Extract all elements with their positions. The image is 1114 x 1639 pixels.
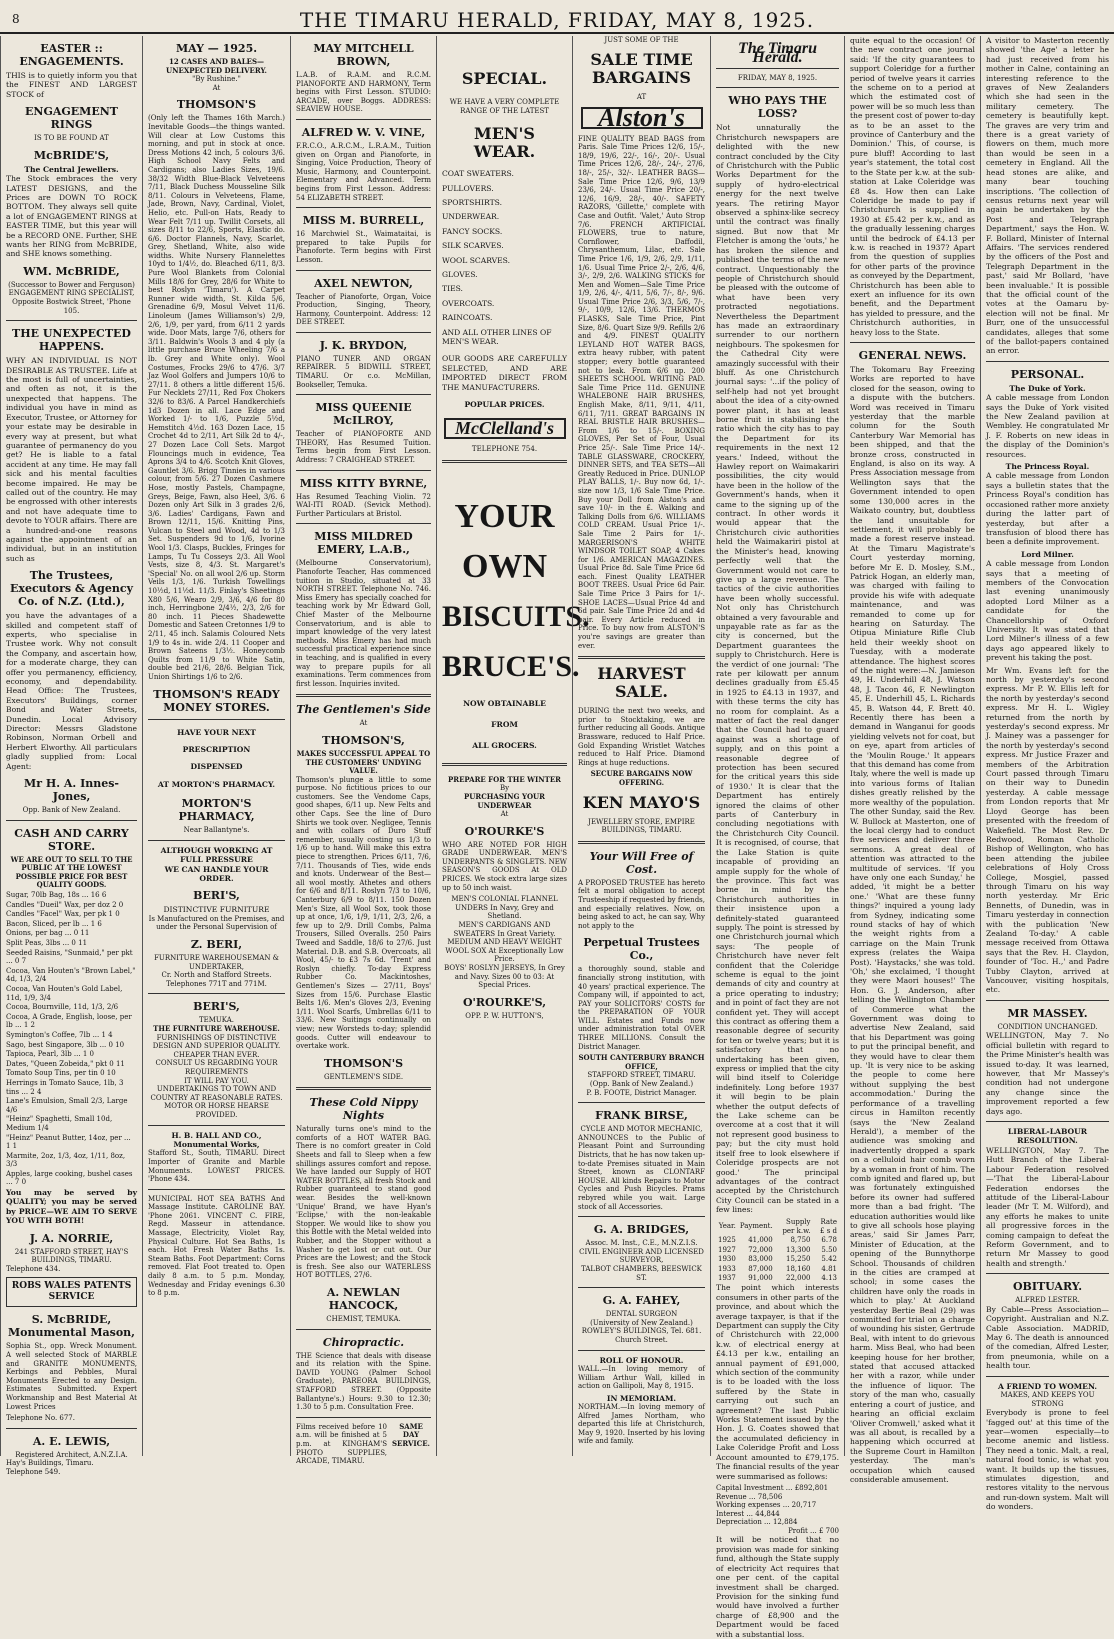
- gents-thomsons: THOMSON'S,: [322, 733, 405, 747]
- furniture-house: THE FURNITURE WAREHOUSE.: [153, 1023, 280, 1033]
- cheaper: CHEAPER THAN EVER.: [173, 1050, 260, 1059]
- cold-body: Naturally turns one's mind to the comforts of a HOT WATER BAG. There is no comfort greater in Cold Sheets and fall to Sleep when a few shillings assures comfort and repose. We have landed our Supply of HOT WATER BOTTLES, all fresh Stock and Rubber guaranteed to stand good wear. Besides the well-known 'Unique' Brand, we have Hyan's 'Eclipse,' with the non-leakable Stopper. We would like to show you this Bottle with the Metal welded into Rubber, and the Stopper without a Washer to get lost or cut out. Our Prices are the Lowest; and the Stock is fresh. See also our WATERLESS HOT BOTTLES, 27/6.: [296, 1125, 431, 1280]
- wm-mcbride: WM. McBRIDE,: [23, 264, 120, 278]
- byrne-body: Has Resumed Teaching Violin. 72 WAI-ITI ROAD. (Sevick Method). Further Particulars at Bristol.: [296, 492, 431, 518]
- mens-wear-list: [442, 169, 567, 346]
- editorial-body: Not unnaturally the Christchurch newspapers are delighted with the new contract concluded by the City of Christchurch with the Public Works Department for the supply of hydro-electrical energy for the next twelve years. The retiring Mayor observed a sphinx-like secrecy until the contract was finally signed. But now that Mr Fletcher is among the 'outs,' he has broken the silence and published the terms of the new contract. Unquestionably the people of Christchurch should be pleased with the outcome of what have been very protracted negotiations. Nevertheless the Department has made an extraordinary surrender to our northern neighbours. The spokesmen for the Cathedral City were amazingly successful with their bluff. As one Christchurch journal says: '...if the policy of self-help had not yet brought about the idea of a city-owned power plant, it has at least borne fruit in stabilising the ratio which the city has to pay the Department for its requirements in the next 12 years.' Indeed, without the Hawley report on Waimakariri possibilities, the city would have been in the hollow of the Government's hands, when it came to the signing up of the contract. In other words it would appear that the Christchurch civic authorities held the Waimakariri pistol at the Minister's head, knowing perfectly well that the Government would not care to give up a large revenue. The tactics of the civic authorities have been wholly successful. Not only has Christchurch obtained a very favourable and unpayable rate as far as the city is concerned, but the Department guarantees the supply to Christchurch. Here is the verdict of one journal: 'The rate per kilowatt per annum declines gradually from £5.45 in 1925 to £4.13 in 1937, and with these terms the city has no room for complaint. As a matter of fact the real danger that the Council had to guard against was a shortage of supply, and on this point a reasonable degree of protection has been secured for the critical years this side of 1930.' It is clear that the Department has entirely ignored the claims of other parts of Canterbury in concluding negotiations with the Christchurch City Council. It is recognised, of course, that the Lake Station is quite incapable of providing an ample supply for the whole of the province. This fact was borne in mind by the Christchurch authorities in their insistence upon a definitely-stated guaranteed supply. The point is stressed by one Christchurch journal which says: 'The people of Christchurch have never felt confident that the Coleridge scheme is equal to the joint demands of city and country at a price operating to industry; and in point of fact they are not confident yet. They will accept this contract as offering them a reasonable degree of security for ten or twelve years; but it is satisfactory that no undertaking has been given, express or implied that the city will bind itself to Coleridge indefinitely. Long before 1937 it will begin to be plain whether the output defects of the Lake scheme can be overcome at a cost that it will not represent good business to pay; but the city must hold itself free to look elsewhere if Coleridge prospects are not good.' The principal advantages of the contract accepted by the Christchurch City Council can be stated in a few lines:: [716, 123, 839, 1215]
- obit-body: By Cable—Press Association—Copyright. Australian and N.Z. Cable Association. MADRID, May 6. The death is announced of the comedian, Alfred Lester, from pneumonia, while on a health tour.: [986, 1304, 1109, 1371]
- quality-line: You may be served by QUALITY; you may be served by PRICE—WE AIM TO SERVE YOU WITH BOTH!: [6, 1188, 137, 1226]
- orourkes: O'ROURKE'S: [464, 824, 545, 838]
- editorial-body-2: The point which interests consumers in other parts of the province, and about which the average taxpayer, is that if the Department can supply the City of Christchurch with 22,000 k.w. of electrical energy at £4.13 per k.w., entailing an annual payment of £91,000, which section of the community is to be loaded with the loss suffered by the State in carrying out such an agreement? The last Public Works Statement issued by the Hon. J. G. Coates showed that the accumulated deficiency in Lake Coleridge Profit and Loss Account amounted to £79,175. The financial results of the year were summarised as follows:: [716, 1283, 839, 1481]
- list-item: Herrings in Tomato Sauce, 1lb, 3 tins ... 2 4: [6, 1078, 124, 1096]
- cell: 5.50: [821, 1245, 837, 1254]
- editorial-continued: quite equal to the occasion! Of the new contract one journal said: 'If the city guarantees to support Coleridge for a further period of twelve years it carries the scheme on to a period at which the estimated cost of power will be so much less than the present cost of power to-day as to be an asset to the province of Canterbury and the Dominion.' This, of course, is pure bluff! According to last year's statement, the total cost to the State per k.w. at the sub-station at Lake Coleridge was £8 4s. How then can Lake Coleridge be made to pay if Christchurch is supplied in 1930 at £5.42 per k.w., and as the gradually lessening charges until the bedrock of £4.13 per k.w. is reached in 1937? Apart from the question of supplies for other parts of the province as conveyed by the Department, Christchurch has been able to exert an influence for its own benefit, and the Department has yielded to pressure, and the Christchurch authorities, in heavy loss to the State.: [850, 36, 975, 337]
- temuka: TEMUKA.: [198, 1016, 235, 1025]
- brydon-heading: J. K. BRYDON,: [319, 338, 408, 352]
- cell: 4.13: [821, 1273, 837, 1282]
- interest: Interest ... 44,844: [716, 1509, 780, 1518]
- lewis-tel: Telephone 549.: [6, 1468, 61, 1476]
- hancock-name: A. NEWLAN HANCOCK,: [326, 1285, 401, 1312]
- alstons-logo: Alston's: [581, 107, 703, 128]
- motor: MOTOR OR HORSE HEARSE PROVIDED.: [164, 1102, 269, 1119]
- at-label: At: [212, 83, 221, 92]
- roll-heading: ROLL OF HONOUR.: [599, 1355, 684, 1365]
- cell: 8,750: [790, 1236, 811, 1245]
- obit-name: ALFRED LESTER.: [1015, 1296, 1080, 1305]
- may-sub: 12 CASES AND BALES—UNEXPECTED DELIVERY.: [166, 57, 267, 75]
- beris-body: Is Manufactured on the Premises, and under the Personal Supervision of: [148, 914, 285, 932]
- newton-heading: AXEL NEWTON,: [314, 276, 413, 290]
- perpetual: Perpetual Trustees Co.,: [583, 936, 700, 963]
- column-2: [142, 36, 290, 1456]
- masthead-title: THE TIMARU HERALD, FRIDAY, MAY 8, 1925.: [299, 8, 815, 32]
- have-your: HAVE YOUR NEXT: [177, 727, 256, 737]
- personal-heading: PERSONAL.: [1010, 367, 1085, 381]
- news-top: A visitor to Masterton recently showed 'the Age' a letter he had just received from his mother in Calne, containing an interesting reference to the graves of New Zealanders which she had seen in the military cemetery. The cemetery is beautifully kept. The graves are very trim and there is a great variety of flowers on them, much more than would be seen in a cemetery in England. All the head stones are alike, and many bear touching inscriptions. 'The collection of census returns next year will again be undertaken by the Post and Telegraph Department,' says the Hon. W. F. Bollard, Minister of Internal Affairs. 'The services rendered by the officers of the Post and Telegraph Department in the past,' said Mr Bollard, 'have been invaluable.' It is possible that the official count of the votes at the Oamaru by-election will not be final. Mr Burr, one of the unsuccessful candidates, alleges that some of the ballot-papers contained an error.: [986, 36, 1109, 356]
- will-body: A PROPOSED TRUSTEE has hereto felt a moral obligation to accept Trusteeship if requested by friends, and especially relatives. Now, on being asked to act, he can say, Why not apply to the: [578, 878, 705, 930]
- cell: 13,300: [786, 1245, 811, 1254]
- list-item: Tapioca, Pearl, 3lb ... 1 0: [6, 1050, 94, 1059]
- all-grocers: ALL GROCERS.: [472, 741, 537, 751]
- vine-body: F.R.C.O., A.R.C.M., L.R.A.M., Tuition given on Organ and Pianoforte, in Singing, Voice Production, Theory of Music, Harmony, and Counterpoint. Elementary and Advanced. Term begins from First Lesson. Address: 54 ELIZABETH STREET.: [296, 141, 431, 202]
- princess-body: A cable message from London says a bulletin states that the Princess Royal's condition has occasioned rather more anxiety during the latter part of yesterday, but after a transfusion of blood there has been a definite improvement.: [986, 471, 1109, 547]
- list-item: COAT SWEATERS.: [442, 169, 514, 179]
- list-item: Marmite, 2oz, 1/3, 4oz, 1/11, 8oz, 3/3: [6, 1151, 126, 1169]
- mcbride-sub: The Central Jewellers.: [24, 164, 119, 174]
- cell: 83,000: [748, 1255, 773, 1264]
- foote: P. B. FOOTE, District Manager.: [586, 1088, 697, 1097]
- cell: 1930: [718, 1255, 736, 1264]
- header-cell: Supply per k.w.: [782, 1217, 811, 1235]
- unexpected-body: WHY AN INDIVIDUAL IS NOT DESIRABLE AS TRUSTEE. Life at the most is full of uncertainties, and often as not, it is the unexpected that happens. The individual you have in mind as Executor, Trustee, or Attorney for your estate may be desirable in every way at present, but what guarantee of permanency do you get? He is liable to a fatal accident at any time. He may fall sick and his mental faculties become impaired. He may be called out of the country. He may be engrossed with other interests and not have adequate time to devote to YOUR affairs. There are a hundred-and-one reasons against the appointment of an individual, but in an institution such as: [6, 356, 137, 563]
- obituary-heading: OBITUARY.: [1012, 1280, 1083, 1294]
- list-item: UNDERWEAR.: [442, 212, 500, 222]
- byrne-heading: MISS KITTY BYRNE,: [299, 476, 428, 490]
- mcbride-name: McBRIDE'S,: [33, 148, 110, 162]
- massey-sub: CONDITION UNCHANGED.: [997, 1022, 1098, 1031]
- imported: OUR GOODS ARE CAREFULLY SELECTED, AND ARE IMPORTED DIRECT FROM THE MANUFACTURERS.: [442, 354, 567, 392]
- z-beri: Z. BERI,: [190, 938, 243, 951]
- smcbride-body: Sophia St., opp. Wreck Monument. A well selected Stock of MARBLE and GRANITE MONUMENTS, Kerbings and Pebbles, Mural Monuments Erected to any Design. Estimates Submitted. Expert Workmanship and Best Material At Lowest Prices: [6, 1342, 137, 1411]
- table-row: [716, 1274, 839, 1283]
- bridges-role: CIVIL ENGINEER AND LICENSED SURVEYOR,: [579, 1247, 704, 1265]
- by-rushine: "By Rushine.": [192, 75, 241, 84]
- table-row: [716, 1246, 839, 1255]
- cell: 4.81: [821, 1264, 837, 1273]
- harvest-body: DURING the next two weeks, and prior to Stocktaking, we are further reducing all Goods. Antique Brassware, reduced to Half Price. Gold Expanding Wristlet Watches reduced to Half Price. Diamond Rings at huge reductions.: [578, 707, 705, 767]
- trustees-body: you have the advantages of a skilled and competent staff of experts, who specialise in Trustee work. Why not consult the Company, and ascertain how, for a moderate charge, they can offer you permanency, efficiency, economy, and dependability. Head Office: The Trustees, Executors' Buildings, corner Bond and Water Streets, Dunedin. Local Advisory Director: Messrs Gladstone Robinson, Norman Orbell and Herbert Elworthy. All particulars gladly supplied from: Local Agent:: [6, 611, 137, 771]
- list-item: Sugar, 70lb Bag, 18s ... 16 6: [6, 891, 107, 900]
- purchasing: PURCHASING YOUR UNDERWEAR: [464, 791, 545, 810]
- norrie-addr: 241 STAFFORD STREET, HAY'S BUILDINGS, TIMARU.: [14, 1247, 129, 1265]
- milner-body: A cable message from London says that a meeting of members of the Convocation last evening unanimously adopted Lord Milner as a candidate for the Chancellorship of Oxford University. It was stated that Lord Milner's illness of a few days ago appeared likely to prevent his taking the post.: [986, 559, 1109, 663]
- cell: 15,250: [786, 1255, 811, 1264]
- list-item: WOOL SCARVES.: [442, 255, 511, 265]
- sale-time: SALE TIME BARGAINS: [590, 49, 693, 87]
- cell: 5.42: [821, 1255, 837, 1264]
- list-item: AND ALL OTHER LINES OF MEN'S WEAR.: [442, 327, 552, 347]
- gents-at: At: [359, 719, 368, 728]
- cold-heading: These Cold Nippy Nights: [309, 1096, 418, 1123]
- gents-footer2: GENTLEMEN'S SIDE.: [323, 1072, 404, 1081]
- list-item: Cocoa, Van Houten's Gold Label, 11d, 1/9, 3/4: [6, 985, 123, 1002]
- thomsons-heading: THOMSON'S: [176, 98, 257, 112]
- own: OWN: [462, 547, 547, 585]
- list-item: Tomato Soup Tins, per tin 0 10: [6, 1069, 116, 1078]
- capital: Capital Investment ... £892,801: [716, 1483, 829, 1492]
- your: YOUR: [454, 497, 555, 535]
- cell: 1937: [718, 1273, 736, 1282]
- distinctive: DISTINCTIVE FURNITURE: [163, 905, 270, 915]
- lewis-body: Registered Architect, A.N.Z.I.A.: [15, 1450, 128, 1459]
- furnishings: FURNISHINGS OF DISTINCTIVE DESIGN AND SUPERIOR QUALITY.: [152, 1033, 281, 1051]
- cell: 87,000: [748, 1264, 773, 1273]
- column-5: [572, 36, 710, 1456]
- secure: SECURE BARGAINS NOW OFFERING.: [590, 769, 693, 787]
- list-item: Symington's Coffee, 7lb ... 1 4: [6, 1030, 113, 1039]
- frank-birse: FRANK BIRSE,: [595, 1109, 688, 1123]
- beris: BERI'S,: [193, 889, 240, 903]
- list-item: RAINCOATS.: [442, 313, 493, 323]
- list-item: Candles "Dueil" Wax, per doz 2 0: [6, 900, 124, 909]
- table-header: [716, 1218, 839, 1237]
- although: ALTHOUGH WORKING AT FULL PRESSURE: [160, 845, 273, 865]
- just-some: JUST SOME OF THE: [604, 36, 679, 44]
- kinghams-body: Films received before 10 a.m. will be finished at 5 p.m. at KINGHAM'S PHOTO SUPPLIES, ARCADE, TIMARU.: [296, 1422, 387, 1466]
- opp: OPP. P. W. HUTTON'S,: [465, 1011, 544, 1020]
- at: AT: [636, 92, 647, 101]
- column-6: [710, 36, 844, 1639]
- list-item: Sago, best Singapore, 3lb ... 0 10: [6, 1040, 125, 1049]
- cell: 18,160: [786, 1264, 811, 1273]
- page-number: 8: [12, 12, 20, 26]
- header-cell: Year.: [718, 1222, 736, 1231]
- bridges: G. A. BRIDGES,: [593, 1223, 690, 1237]
- personal-body: Mr Wm. Evans left for the north by yesterday's second express. Mr P. W. Ellis left for the north by yesterday's second express. Mr H. L. Wigley returned from the north by yesterday's second express. Mr J. Mainey was a passenger for the north by yesterday's second express. Mr Justice Frazer and members of the Arbitration Court passed through Timaru on their way to Dunedin yesterday. A cable message from London reports that Mr Lloyd George has been presented with the freedom of Wakefield. The Most Rev. Dr Redwood, Roman Catholic Bishop of Wellington, who has been attending the jubilee celebrations of Holy Cross College, Mosgiel, passed through Timaru on his way north yesterday. Mr Eric Bennetts, of Dunedin, was in Timaru yesterday in connection with the publication 'New Zealand To-day.' A cable message received from Ottawa says that the Rev. H. Claydon, founder of 'Toc. H.,' and Padre Tubby Clayton, arrived at Vancouver, visiting hospitals, etc.: [986, 665, 1109, 995]
- popular: POPULAR PRICES.: [464, 400, 545, 410]
- smcbride-heading: S. McBRIDE, Monumental Mason,: [7, 1313, 136, 1340]
- perpetual-body: a thoroughly sound, stable and financially strong institution, with 40 years' practical experience. The Company will, if appointed to act, PAY your SOLICITORS' COSTS for the PREPARATION OF YOUR WILL. Estates and Funds now under administration total OVER THREE MILLIONS. Consult the District Manager.: [578, 965, 705, 1051]
- harvest-heading: HARVEST SALE.: [597, 664, 686, 702]
- baths-ad: MUNICIPAL HOT SEA BATHS And Massage Institute. CAROLINE BAY. 'Phone 2061. VINCENT C. FIRE, Regd. Masseur in attendance. Massage, Electricity, Violet Ray, Physical Culture. Hot Sea Baths, 1s each. Hot Fresh Water Baths 1s. Steam Baths. Foot Department: Corns removed. Flat Foot treated to. Open daily 8 a.m. to 5 p.m. Monday, Wednesday and Friday evenings 6.30 to 8 p.m.: [148, 1194, 285, 1298]
- vine-heading: ALFRED W. V. VINE,: [301, 125, 426, 139]
- by: By: [499, 784, 510, 793]
- hall-name: H. B. HALL AND CO., Monumental Works,: [171, 1130, 262, 1149]
- frank-sub: CYCLE AND MOTOR MECHANIC,: [580, 1125, 703, 1134]
- kinghams-ad: [296, 1423, 431, 1469]
- cardigans: MEN'S CARDIGANS AND SWEATERS In Great Variety.: [453, 921, 556, 938]
- list-item: Cocoa, Van Houten's "Brown Label," 4d, 1/3, 2/4: [6, 966, 136, 984]
- cell: 6.78: [821, 1236, 837, 1245]
- masthead: [0, 8, 1114, 34]
- massey-body: WELLINGTON, May 7. No official bulletin with regard to the Prime Minister's health was issued to-day. It was learned, however, that Mr Massey's condition had not undergone any change since the improvement reported a few days ago.: [986, 1031, 1109, 1116]
- list-item: Candles "Facel" Wax, per pk 1 0: [6, 910, 120, 919]
- innes-addr: Opp. Bank of New Zealand.: [22, 806, 121, 815]
- chiro-body: THE Science that deals with disease and its relation with the Spine. DAVID YOUNG (Palmer School Graduate), PAREORA BUILDINGS, STAFFORD STREET. (Opposite Ballantyne's.) Hours: 9.30 to 12.30; 1.30 to 5 p.m. Consultation Free.: [296, 1351, 431, 1412]
- kenmayo-body: JEWELLERY STORE, EMPIRE BUILDINGS, TIMARU.: [588, 817, 695, 835]
- cell: 72,000: [748, 1245, 773, 1254]
- brydon-body: PIANO TUNER AND ORGAN REPAIRER. 5 BIDWILL STREET, TIMARU. Or c.o. McMillan, Bookseller, Temuka.: [296, 354, 431, 389]
- beris2: BERI'S,: [193, 1000, 240, 1014]
- norrie-tel: Telephone 434.: [6, 1264, 61, 1273]
- will-pay: IT WILL PAY YOU.: [184, 1076, 249, 1085]
- smcbride-tel: Telephone No. 677.: [6, 1414, 75, 1423]
- mcilroy-heading: MISS QUEENIE McILROY,: [315, 401, 412, 428]
- beri-addr: Cr. North and Stafford Streets. Telephones 771T and 771M.: [161, 971, 272, 988]
- friend-body: Everybody is prone to feel 'fagged out' at this time of the year—women especially—to become anemic and listless. They need a tonic. Malt, a real, natural food tonic, is what you want. It builds up the tissues, stimulates digestion, and restores vitality to the nervous and run-down system. Malt will do wonders.: [986, 1408, 1109, 1512]
- list-item: SPORTSHIRTS.: [442, 198, 503, 207]
- obtainable: NOW OBTAINABLE: [463, 698, 546, 708]
- consult: CONSULT US REGARDING YOUR REQUIREMENTS: [155, 1059, 278, 1076]
- bridges-sub: Assoc. M. Inst., C.E., M.N.Z.I.S.: [585, 1239, 698, 1248]
- profit: Profit ... £ 700: [788, 1526, 839, 1535]
- column-1: [0, 36, 142, 1476]
- emery-heading: MISS MILDRED EMERY, L.A.B.,: [314, 530, 413, 557]
- handle-order: WE CAN HANDLE YOUR ORDER.: [164, 864, 269, 883]
- complete: WE HAVE A VERY COMPLETE RANGE OF THE LATEST: [449, 98, 560, 115]
- orourkes2: O'ROURKE'S,: [462, 995, 547, 1009]
- prescription: PRESCRIPTION: [182, 744, 251, 754]
- list-item: Dates, "Queen Zobeida," pkt 0 11: [6, 1059, 125, 1068]
- furniture-wh: FURNITURE WAREHOUSEMAN & UNDERTAKER,: [154, 954, 279, 971]
- gents-makes: MAKES SUCCESSFUL APPEAL TO THE CUSTOMERS' UNDYING VALUE.: [296, 748, 431, 776]
- massey-heading: MR MASSEY.: [1007, 1006, 1088, 1020]
- cash-body: WE ARE OUT TO SELL TO THE PUBLIC AT THE LOWEST POSSIBLE PRICE FOR BEST QUALITY GOODS.: [10, 854, 133, 890]
- boys: BOYS' ROSLYN JERSEYS, In Grey and Navy. Sizes 00 to 03: At Special Prices.: [444, 964, 565, 990]
- emery-body: (Melbourne Conservatorium), Pianoforte Teacher, Has commenced tuition in Studio, situated at 33 NORTH STREET. Telephone No. 746. Miss Emery has specially coached for teaching work by Mr Edward Goll, Chief Master of the Melbourne Conservatorium, and is able to impart knowledge of the very latest methods. Miss Emery has had much successful practical experience since in teaching, and is qualified in every way to prepare pupils for all examinations. Term commences from first lesson. Inquiries invited.: [296, 559, 431, 688]
- table-row: [716, 1255, 839, 1264]
- ready-money: THOMSON'S READY MONEY STORES.: [153, 687, 280, 714]
- table-row: [716, 1265, 839, 1274]
- at-mortons: AT MORTON'S PHARMACY.: [157, 779, 276, 789]
- list-item: Seeded Raisins, "Sunmaid," per pkt ... 0 7: [6, 948, 133, 966]
- robs-wales-logo: ROBS WALES PATENTS SERVICE: [6, 1277, 137, 1307]
- fahey-sub: DENTAL SURGEON: [605, 1310, 678, 1319]
- paper-name: The Timaru Herald.: [738, 40, 817, 67]
- liberal-body: WELLINGTON, May 7. The Hutt Branch of the Liberal-Labour Federation resolved—'That the Liberal-Labour Federation endorses the attitude of the Liberal-Labour leader (Mr T. M. Wilford), and any efforts he makes to unite all progressive forces in the coming campaign to defeat the Reform Government, and to return Mr Massey to good health and strength.': [986, 1145, 1109, 1268]
- roll-body: WALL.—In loving memory of William Arthur Wall, killed in action on Gallipoli, May 8, 1915.: [578, 1364, 705, 1391]
- will-free: Your Will Free of Cost.: [589, 849, 694, 876]
- column-8: [980, 36, 1114, 1512]
- brown-body: L.A.B. of R.A.M. and R.C.M. PIANOFORTE AND HARMONY, Term begins with First Lesson. STUDIO: ARCADE, over Boggs. ADDRESS: SEAVIEW HOUSE.: [296, 71, 431, 114]
- list-item: SILK SCARVES.: [442, 241, 504, 251]
- rings-found: IS TO BE FOUND AT: [34, 134, 109, 143]
- friend-sub: MAKES, AND KEEPS YOU STRONG: [1000, 1391, 1095, 1408]
- list-item: GLOVES.: [442, 270, 478, 280]
- near-ballantyne: Near Ballantyne's.: [183, 826, 250, 835]
- mortons: MORTON'S PHARMACY,: [178, 797, 255, 824]
- grocery-list: [6, 891, 137, 1187]
- depreciation: Depreciation ... 12,884: [716, 1518, 798, 1527]
- editorial-heading: WHO PAYS THE LOSS?: [728, 94, 827, 121]
- header-cell: Payment.: [739, 1222, 773, 1231]
- bridges-addr: TALBOT CHAMBERS, BEESWICK ST.: [581, 1264, 702, 1282]
- list-item: PULLOVERS.: [442, 183, 494, 193]
- from: FROM: [491, 719, 518, 729]
- column-4: [436, 36, 590, 1456]
- south-cant-addr: STAFFORD STREET, TIMARU. (Opp. Bank of New Zealand.): [587, 1071, 696, 1089]
- cell: 1933: [718, 1264, 736, 1273]
- easter-heading: EASTER :: ENGAGEMENTS.: [19, 42, 124, 68]
- fahey-body: (University of New Zealand.) ROWLEY'S BUILDINGS, Tel. 681. Church Street.: [581, 1318, 702, 1344]
- mcclelland-logo: McClelland's: [444, 418, 566, 439]
- header-cell: Rate £ s d: [820, 1217, 837, 1235]
- rings-heading: ENGAGEMENT RINGS: [25, 105, 118, 132]
- mcbride-body: The Stock embraces the very LATEST DESIGNS, and the Prices are DOWN TO ROCK BOTTOM. They always sell quite a lot of ENGAGEMENT RINGS at EASTER TIME, but this year will be a RECORD ONE. Further, SHE wants her RING from McBRIDE, and SHE knows something.: [6, 174, 137, 259]
- list-item: "Heinz" Peanut Butter, 14oz, per ... 1 1: [6, 1133, 131, 1151]
- cell: 1925: [718, 1236, 736, 1245]
- list-item: FANCY SOCKS.: [442, 226, 503, 236]
- burrell-body: 16 Marchwiel St., Waimataitai, is prepared to take Pupils for Pianoforte. Term begins with First Lesson.: [296, 230, 431, 264]
- memoriam-body: NORTHAM.—In loving memory of Alfred James Northam, who departed this life at Christchurch, May 9, 1920. Inserted by his loving wife and family.: [578, 1403, 705, 1446]
- undertakings: UNDERTAKINGS TO TOWN AND COUNTRY AT REASONABLE RATES.: [150, 1085, 283, 1102]
- table-row: [716, 1236, 839, 1245]
- memoriam-heading: IN MEMORIAM.: [606, 1393, 677, 1403]
- general-body: The Tokomaru Bay Freezing Works are reported to have closed for the season, owing to a dispute with the butchers. Word was received in Timaru yesterday that the marble column for the South Canterbury War Memorial has been shipped, and that the bronze cross, constructed in England, is also on its way. A Press Association message from Wellington says that the Government intended to open some 130,000 acres in the Waikato country, but, doubtless the land unsuitable for settlement, it will probably be made a forest reserve instead. At the Timaru Magistrate's Court yesterday morning, before Mr E. D. Mosley, S.M., Patrick Hogan, an elderly man, was charged with failing to provide his wife with adequate maintenance, and was remanded to come up for hearing on Saturday. The Otipua Miniature Rifle Club held their weekly shoot on Tuesday, with a moderate attendance. The highest scores of the night were:—N. Jamieson 49, H. Underhill 48, J. Watson 48, J. Tacon 46, F. Newlington 45, E. Underhill 45, L. Richards 45, B. Watson 44, F. Brett 40. Recently there has been a demand in Wanganui for goods yielding velvets not for coat, but on eye, apart from articles of the 'Moulin Rouge.' It appears that this demand has come from Italy, where the well is made up into various forms of Italian dishes greatly relished by the more wealthy of the population. The other Sunday, said the Rev. W. Bullock at Masterton, one of the local clergy had to conduct five services and deliver three sermons. A great deal of attention was attracted to the multitude of services. 'If you have only one each Sunday,' he added, 'it might be a better one.' 'What are these funny things?' inquired a young lady from Sydney, indicating some round stacks of hay of which the weight rights from a carriage on the Main Trunk express (relates the Waipa Post). 'Haystacks,' she was told. 'Oh,' she exclaimed, 'I thought they were Maori houses!' The Hon. G. J. Anderson, after telling the Wellington Chamber of Commerce what the Government was doing to advertise New Zealand, said that his Department was going to put the principal benefit, and they would have to clear them up. 'It is very nice to be asking the people to come here without supplying the best accommodation.' During the performance of a travelling circus in Hamilton recently (says the 'New Zealand Herald'), a member of the audience was smoking and inadvertently dropped a spark on a celluloid hair comb worn by a woman in front of him. The comb ignited and flared up, but was fortunately extinguished before its owner had suffered more than a bad fright. 'The education authorities would like to give all schools hose playing areas,' said Sir James Parr, Minister of Education, at the opening of the Bunnythorpe School. Thousands of children in the cities are cramped at school; in some cases the children have only the roads in which to play.' At Auckland yesterday Bertie Beal (29) was committed for trial on a charge of wounding his sister, Gertrude Beal, with intent to do grievous harm. Miss Beal, who had been keeping house for her brother, stated that accused attacked her with a razor, while under the influence of liquor. The story of the man who, casually entering a court of justice, and hearing an official exclaim 'Oliver Cromwell,' asked what it was all about, is recalled by a happening which occurred at the Supreme Court in Hamilton yesterday. The man's occupation which caused considerable amusement.: [850, 365, 975, 1484]
- telephone: TELEPHONE 754.: [471, 444, 538, 453]
- column-3: [290, 36, 436, 1466]
- easter-body: THIS is to quietly inform you that the FINEST AND LARGEST STOCK of: [6, 71, 137, 99]
- alstons-body: FINE QUALITY BEAD BAGS from Paris. Sale Time Prices 12/6, 15/-, 18/9, 19/6, 22/-, 16/-, 20/-. Usual Time Prices 12/6, 28/-, 24/-, 27/6, 18/-, 25/-, 32/-. LEATHER BAGS—Sale Time Price 12/6, 9/6, 13/9 23/6, 24/-. Usual Time Price 20/-, 12/6, 16/9, 28/-, 40/-. SAFETY RAZORS, 'Gillette,' complete with Case and Outfit. 'Valet,' Auto Strop 7/6. FRENCH ARTIFICIAL FLOWERS, true to nature, Cornflower, Daffodil, Chrysanthemum, Lilac, etc. Sale Time Price 1/6, 1/9, 2/6, 2/9, 1/11, 1/6. Usual Time Price 2/-, 2/6, 4/6, 3/-, 2/9, 2/6. WALKING STICKS for Men and Women—Sale Time Price 1/9, 2/6, 4/-, 4/11, 5/6, 7/-, 8/-, 9/6. Usual Time Price 2/6, 3/3, 5/6, 7/-, 9/-, 10/9, 12/6, 13/6. THERMOS FLASKS, Sale Time Price, Pint Size, 8/6. Quart Size 9/9. Refills 2/6 and 4/9. FINEST QUALITY LEYLAND HOT WATER BAGS, extra heavy rubber, with patent stopper; every bottle guaranteed not to leak. From 6/6 up. 200 SHEETS SCHOOL WRITING PAD. Sale Time Price 11d. GENUINE WHALEBONE HAIR BRUSHES, English Make, 8/11, 9/11, 4/11, 6/11, 7/11. GREAT BARGAINS IN REAL BRISTLE HAIR BRUSHES—From 1/6 to 15/-. BOXING GLOVES, Per Set of Four, Usual Price 25/-. Sale Time Price 14/-. TABLE GLASSWARE, CROCKERY, DINNER SETS, and TEA SETS—All Greatly Reduced in Price. DUNLOP PLAY BALLS, 1/-. Buy now 6d, 1/-. size now 1/3, 1/6 Sale Time Price. Buy your Doll from Alston's and save 10/- in the £. Walking and Talking Dolls from 6/6. WILLIAMS COLD CREAM. Usual Price 1/-. Sale Time 2 Pairs for 1/-. MARGERISON'S WHITE WINDSOR TOILET SOAP, 4 Cakes for 1/6. AMERICAN MAGAZINES. Usual Price 8d. Sale Time Price 6d each. Finest Quality LEATHER BOOT TREES. Usual Price 6d Pair. Sale Time Price 3 Pairs for 1/-. SHOE LACES—Usual Price 4d and 6d pair. Sale Time Price 2d and 4d pair. Every Article reduced in Price. To buy now from ALSTON'S you're savings are greater than ever.: [578, 134, 705, 650]
- column-7: [844, 36, 980, 1484]
- may-heading: MAY — 1925.: [175, 42, 258, 55]
- medium: MEDIUM AND HEAVY WEIGHT WOOL SOX At Exceptionally Low Price.: [445, 938, 564, 964]
- friend-heading: A FRIEND TO WOMEN.: [997, 1381, 1098, 1391]
- cell: 91,000: [748, 1273, 773, 1282]
- wm-mcbride-body: (Successor to Bower and Ferguson) ENGAGEMENT RING SPECIALIST, Opposite Bostwick Street, 'Phone 105.: [8, 280, 135, 315]
- brown-heading: MAY MITCHELL BROWN,: [313, 42, 414, 68]
- trustees-heading: The Trustees, Executors & Agency Co. of N.Z. (Ltd.),: [10, 569, 133, 609]
- revenue: Revenue ... 78,506: [716, 1492, 783, 1501]
- rates-table: [716, 1218, 839, 1284]
- list-item: OVERCOATS.: [442, 298, 495, 308]
- biscuits: BISCUITS.: [442, 599, 590, 633]
- chiro-heading: Chiropractic.: [322, 1335, 405, 1349]
- working: Working expenses ... 20,717: [716, 1501, 817, 1510]
- list-item: Cocoa, A Grade, English, loose, per lb ... 1 2: [6, 1012, 132, 1030]
- orourkes-body: WHO ARE NOTED FOR HIGH GRADE UNDERWEAR. MEN'S UNDERPANTS & SINGLETS. NEW SEASON'S GOODS At OLD PRICES. We stock extra large sizes up to 50 inch waist.: [442, 840, 567, 892]
- special-heading: SPECIAL.: [461, 69, 548, 88]
- list-item: Lane's Emulsion, Small 2/3, Large 4/6: [6, 1097, 128, 1114]
- list-item: Apples, large cooking, bushel cases ... 7 0: [6, 1169, 133, 1187]
- mens-wear: MEN'S WEAR.: [473, 124, 536, 162]
- prepare: PREPARE FOR THE WINTER: [447, 774, 561, 784]
- at: At: [500, 810, 509, 819]
- list-item: Bacon, Sliced, per lb ... 1 6: [6, 919, 102, 928]
- cell: 22,000: [786, 1273, 811, 1282]
- milner-heading: Lord Milner.: [1021, 549, 1074, 559]
- same-day: SAME DAY SERVICE.: [391, 1421, 430, 1448]
- frank-body: ANNOUNCES to the Public of Pleasant Point and Surrounding Districts, that he has now taken up-to-date Premises situated in Main Street, known as CLONTARF HOUSE. All kinds Repairs to Motor Cycles and Push Bicycles. Prams rebyred while you wait. Large stock of all Accessories.: [578, 1133, 705, 1211]
- cash-heading: CASH AND CARRY STORE.: [14, 826, 129, 853]
- dateline: FRIDAY, MAY 8, 1925.: [737, 73, 818, 82]
- list-item: "Heinz" Spaghetti, Small 10d, Medium 1/4: [6, 1115, 113, 1132]
- general-heading: GENERAL NEWS.: [858, 349, 967, 362]
- list-item: Cocoa, Bournville, 11d, 1/3, 2/6: [6, 1003, 119, 1012]
- gents-heading: The Gentlemen's Side: [296, 703, 431, 717]
- gents-footer1: THOMSON'S: [323, 1056, 404, 1070]
- list-item: Split Peas, 3lbs ... 0 11: [6, 939, 88, 948]
- list-item: Onions, per bag ... 0 11: [6, 929, 90, 938]
- thomsons-body: (Only left the Thames 16th March.) Inevitable Goods—the things wanted. Will clear at Low Customs this morning, and put in stock at once. Dress Motions 42 inch, 5 colours 3/6. High School Navy Felts and Cardigans; also Ladies Sizes, 19/6. 38/32 Width Blue-Black Velveteens 7/11, Black Duchess Mousseline Silk 8/11. Colours in Velveteens, Flame, Jade, Brown, Navy, Cardinal, Violet, Helio, etc. Pull-on Hats, Ready to Wear Felt 7/11 up. Twillit Corsets, all sizes 8/11 to 22/6, Sports, Elastic do. 6/6. Doctor Flannels, Navy, Scarlet, Grey, Shetland, White, also wide widths. White Nursery Flannelettes 10yd to 1/4½, do. Bleached 6/11, 8/3. Pure Wool Blankets from Colonial Mills 18/6 for Grey, 28/6 for White to best Roslyn 'Timaru'). A Carpet Runner wide width, St. Kilda 5/6, Grenadine 6/9, Mosul Velvet 11/6. Linoleum (James Williamson's) 2/9, 2/6, 1/9, per yard, from 6/11 2 yards wide. Door Mats, large 7/6, others for 3/11. Baldwin's Wools 3 and 4 ply (a little purchase Bruce Wheeling 7/6 a lb. Grey and White only). Wool Costumes, Frocks 29/6 to 47/6. 3/7 Jaz Wool Golfers and Jumpers 10/6 to 27/11. 8 others a little different 15/6. Fur Necklets 27/11, Red Fox Chokers 32/6 to 83/6. A Parcel Handkerchiefs 1d3 Dozen in all. Lace Edge and Worked 1/- to 1/6, Puzzle 5½d, Hemstitch 4½d. 163 Dozen Lace, 15 Crochet 4d to 2/11, Art Silk 2d to 4/-, 27 Dozen Lace Coll Sets. Margot Flouncings much in evidence, Tea Aprons 3/4 to 4/6. Scotch Knit Gloves, Gauntlet 3/6. Brigg Tinnies in various colour, from 5/6. 27 Dozen Cashmere Hose, mostly Pastels, Champagne, Greys, Beige, Fawn, also Heel, 3/6. 6 Dozen only Art Silk in 3 grades 2/6, 3/6. Ladies' Cardigans, Fawn and Brown 12/11, 15/6. Knitting Pins, Vulcan to Steel and Wood, 4d to 1/3 Set. Suspenders 9d to 1/6, Ivorine Wool 1/3. Clasps, Buckles, Fringes for Lamps, Tu Tu Cosseys 2/3. All Wool Vests, size 8, 4/3. St. Margaret's 'Special' No. on all wool 2/6 up. Storm Veils 1/3, 1/6. Turkish Towellings 10½d, 11½d. 11/3. Finlay's Sheetings X80 5/6, Wearo 2/9, 3/6, 4/6 for 80 inch, Herringbone 2/4½, 2/3, 2/6 for 80 inch. 11 Pieces Shadewette Domestic and Sateen Cretonnes 1/9 to 2/11, 45 inch. Salamis Coloured Nets 1/9 to 4s in. wide 2/4. 11 Cooper and Brown Sateens 1/3½. Honeycomb Quilts from 11/9 to White Satin, double bed 21/6, 28/6. Belgian Tick, Union Shirtings 1/6 to 2/6.: [148, 114, 285, 681]
- hancock-sub: CHEMIST, TEMUKA.: [326, 1314, 401, 1323]
- lewis-addr: Hay's Buildings, Timaru.: [6, 1459, 94, 1468]
- bruces: BRUCE'S.: [442, 649, 580, 683]
- cell: 41,000: [748, 1236, 773, 1245]
- editorial-body-3: It will be noticed that no provision was made for sinking fund, although the State supply of electricity Act requires that one per cent. of the capital investment shall be charged. Provision for the sinking fund would have involved a further charge of £8,900 and the Department would be faced with a substantial loss.: [716, 1535, 839, 1639]
- colonial: MEN'S COLONIAL FLANNEL UNDERS In Navy, Grey and Shetland.: [451, 895, 558, 921]
- norrie-name: J. A. NORRIE,: [29, 1231, 114, 1245]
- duke-body: A cable message from London says the Duke of York visited the New Zealand pavilion at Wembley. He congratulated Mr J. F. Roberts on new ideas in the display of the Dominion's resources.: [986, 393, 1109, 459]
- kenmayo: KEN MAYO'S: [582, 792, 701, 812]
- duke-heading: The Duke of York.: [1009, 383, 1086, 393]
- newton-body: Teacher of Pianoforte, Organ, Voice Production, Singing, Theory, Harmony, Counterpoint. Address: 12 DEE STREET.: [296, 292, 431, 327]
- liberal-heading: LIBERAL-LABOUR RESOLUTION.: [1007, 1127, 1088, 1146]
- burrell-heading: MISS M. BURRELL,: [302, 214, 425, 228]
- lewis-name: A. E. LEWIS,: [32, 1434, 111, 1448]
- mcilroy-body: Teacher of PIANOFORTE AND THEORY, Has Resumed Tuition. Terms begin from First Lesson. Address: 7 CRAIGHEAD STREET.: [296, 430, 431, 465]
- south-cant: SOUTH CANTERBURY BRANCH OFFICE,: [578, 1053, 705, 1071]
- innes-jones: Mr H. A. Innes-Jones,: [24, 777, 119, 804]
- dispensed: DISPENSED: [190, 762, 243, 772]
- gents-body: Thomson's plunge a little to some purpose. No fictitious prices to our customers. See the Vendome Caps, good shapes, 6/11 up. New Felts and other Caps. See the line of Duro Shirts we took over. Negligee, Tennis and with collars of Duro Stuff remember, usually costing us 1/3 to 1/6 up to hand. Will make this extra piece to strengthen. Prices 6/11, 7/6, 7/11. Thousands of Ties, wide ends and knots. Underwear of the Best—all wool mostly. Athetes and others for 6/6 and 8/11. Roslyn 7/3 to 10/6, Canterbury 6/9 to 8/11. 150 Dozen Men's Size, all Wool Sox, took those up at once, 1/6, 1/9, 1/11, 2/3, 2/6, a few up to 2/9. Drill Combs, Palma Trousers, Silled Overalls. 250 Pairs Tweed and Saddle, 18/6 to 27/6. Just Material. D.B. and S.B. Overcoats, all Wool, 45/- to £3 7s 6d. 'Trent' and Roslyn chiefly. To-day Express Rubber Co. Mackintoshes, Gentlemen's Sizes — 27/11, Boys' Sizes from 15/6. Purchase Elastic Belts 1/6. Men's Gloves 2/3, Evening 1/11. Wool Scarfs, Umbrellas 6/11 to 33/6. New Suitings continually on view; new Worsteds to-day; splendid goods. Cutter will endeavour to overtake work.: [296, 775, 431, 1051]
- cell: 1927: [718, 1245, 736, 1254]
- hall-body: Stafford St., South, TIMARU. Direct Importer of Granite and Marble Monuments. LOWEST PRICES. 'Phone 434.: [148, 1149, 285, 1184]
- princess-heading: The Princess Royal.: [1005, 462, 1090, 472]
- unexpected-heading: THE UNEXPECTED HAPPENS.: [12, 327, 131, 354]
- fahey: G. A. FAHEY,: [602, 1294, 681, 1308]
- list-item: TIES.: [442, 284, 463, 294]
